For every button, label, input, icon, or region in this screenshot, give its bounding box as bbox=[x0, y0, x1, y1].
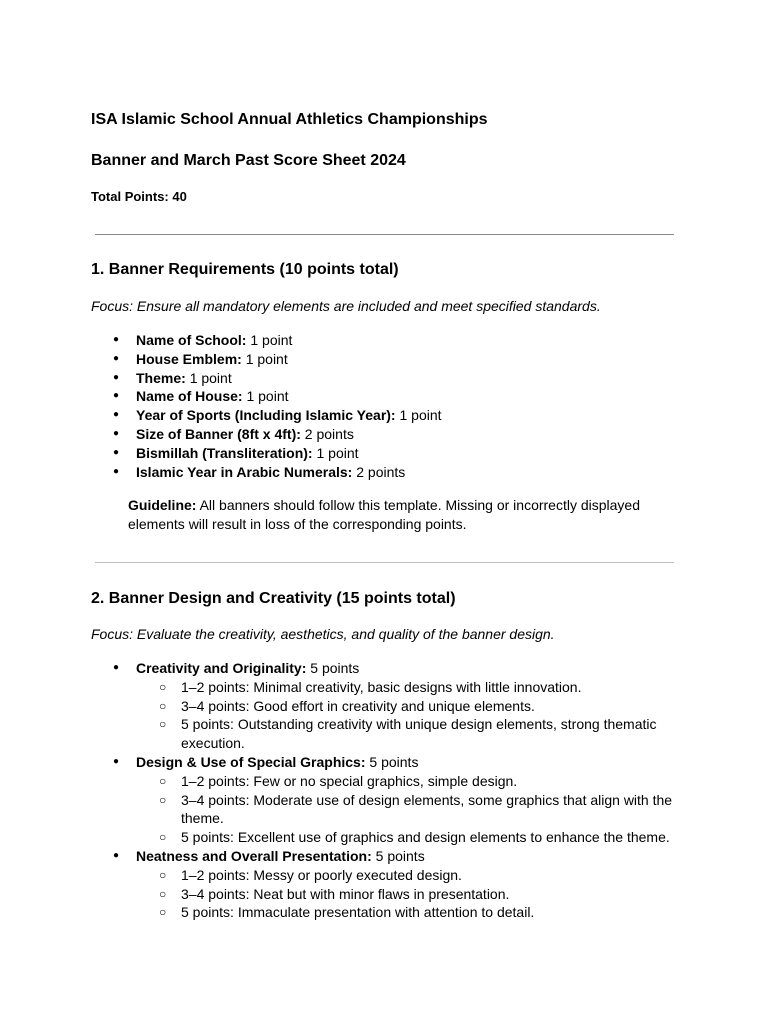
list-item bbox=[113, 331, 442, 350]
list-item bbox=[113, 369, 442, 388]
item-label: Theme: bbox=[136, 369, 186, 386]
list-item bbox=[113, 406, 442, 425]
scoring-levels bbox=[136, 772, 673, 847]
level-item: ○ 3–4 points: Good effort in creativity and unique elements. bbox=[136, 697, 673, 716]
item-label: Name of House: bbox=[136, 388, 243, 405]
level-item: ○ 1–2 points: Messy or poorly executed design. bbox=[136, 866, 673, 885]
criterion-label: Design & Use of Special Graphics: bbox=[136, 753, 366, 770]
scoring-levels bbox=[136, 678, 673, 753]
level-item: ○ 5 points: Immaculate presentation with attention to detail. bbox=[136, 903, 673, 922]
criterion-value: 5 points bbox=[375, 847, 425, 864]
item-value: 1 point bbox=[189, 369, 232, 386]
guideline-label: Guideline: bbox=[128, 497, 197, 513]
item-label: Islamic Year in Arabic Numerals: bbox=[136, 463, 353, 480]
guideline-note bbox=[128, 496, 668, 534]
list-item bbox=[113, 444, 442, 463]
list-item bbox=[113, 350, 442, 369]
divider bbox=[95, 562, 674, 563]
requirements-list bbox=[113, 331, 442, 481]
level-item: ○ 5 points: Excellent use of graphics and design elements to enhance the theme. bbox=[136, 828, 673, 847]
criteria-list bbox=[113, 659, 673, 922]
list-item bbox=[113, 463, 442, 482]
total-points: Total Points: 40 bbox=[91, 189, 187, 204]
divider bbox=[95, 234, 674, 235]
document-subtitle: Banner and March Past Score Sheet 2024 bbox=[91, 152, 406, 169]
criterion-label: Creativity and Originality: bbox=[136, 660, 307, 676]
section1-heading: 1. Banner Requirements (10 points total) bbox=[91, 261, 399, 278]
level-item: ○ 1–2 points: Minimal creativity, basic designs with little innovation. bbox=[136, 678, 673, 697]
item-label: Name of School: bbox=[136, 332, 247, 348]
list-item bbox=[113, 387, 442, 406]
level-item: ○ 5 points: Outstanding creativity with unique design elements, strong thematic execution. bbox=[136, 715, 673, 753]
item-label: Size of Banner (8ft x 4ft): bbox=[136, 425, 301, 442]
item-label: Bismillah (Transliteration): bbox=[136, 444, 313, 461]
criterion-value: 5 points bbox=[369, 753, 419, 770]
criterion-value: 5 points bbox=[310, 660, 360, 676]
list-item bbox=[113, 425, 442, 444]
scoring-levels bbox=[136, 866, 673, 922]
criterion-item bbox=[113, 847, 673, 922]
level-item: ○ 3–4 points: Neat but with minor flaws in presentation. bbox=[136, 885, 673, 904]
item-label: Year of Sports (Including Islamic Year): bbox=[136, 407, 396, 424]
criterion-label: Neatness and Overall Presentation: bbox=[136, 847, 372, 864]
item-value: 1 point bbox=[316, 444, 359, 461]
item-value: 1 point bbox=[250, 332, 293, 348]
section2-focus: Focus: Evaluate the creativity, aesthetics, and quality of the banner design. bbox=[91, 626, 555, 642]
level-item: ○ 3–4 points: Moderate use of design elements, some graphics that align with the theme. bbox=[136, 791, 673, 829]
item-value: 1 point bbox=[246, 388, 289, 405]
criterion-item bbox=[113, 753, 673, 847]
item-value: 1 point bbox=[399, 407, 442, 424]
section1-focus: Focus: Ensure all mandatory elements are included and meet specified standards. bbox=[91, 298, 601, 314]
item-value: 2 points bbox=[356, 463, 406, 480]
criterion-item bbox=[113, 659, 673, 753]
item-value: 1 point bbox=[245, 350, 288, 367]
item-value: 2 points bbox=[304, 425, 354, 442]
guideline-text: All banners should follow this template. Missing or incorrectly displayed elements will result in loss of the corresponding points. bbox=[128, 497, 641, 532]
section2-heading: 2. Banner Design and Creativity (15 points total) bbox=[91, 590, 456, 607]
item-label: House Emblem: bbox=[136, 350, 242, 367]
level-item: ○ 1–2 points: Few or no special graphics, simple design. bbox=[136, 772, 673, 791]
document-title: ISA Islamic School Annual Athletics Championships bbox=[91, 111, 488, 128]
